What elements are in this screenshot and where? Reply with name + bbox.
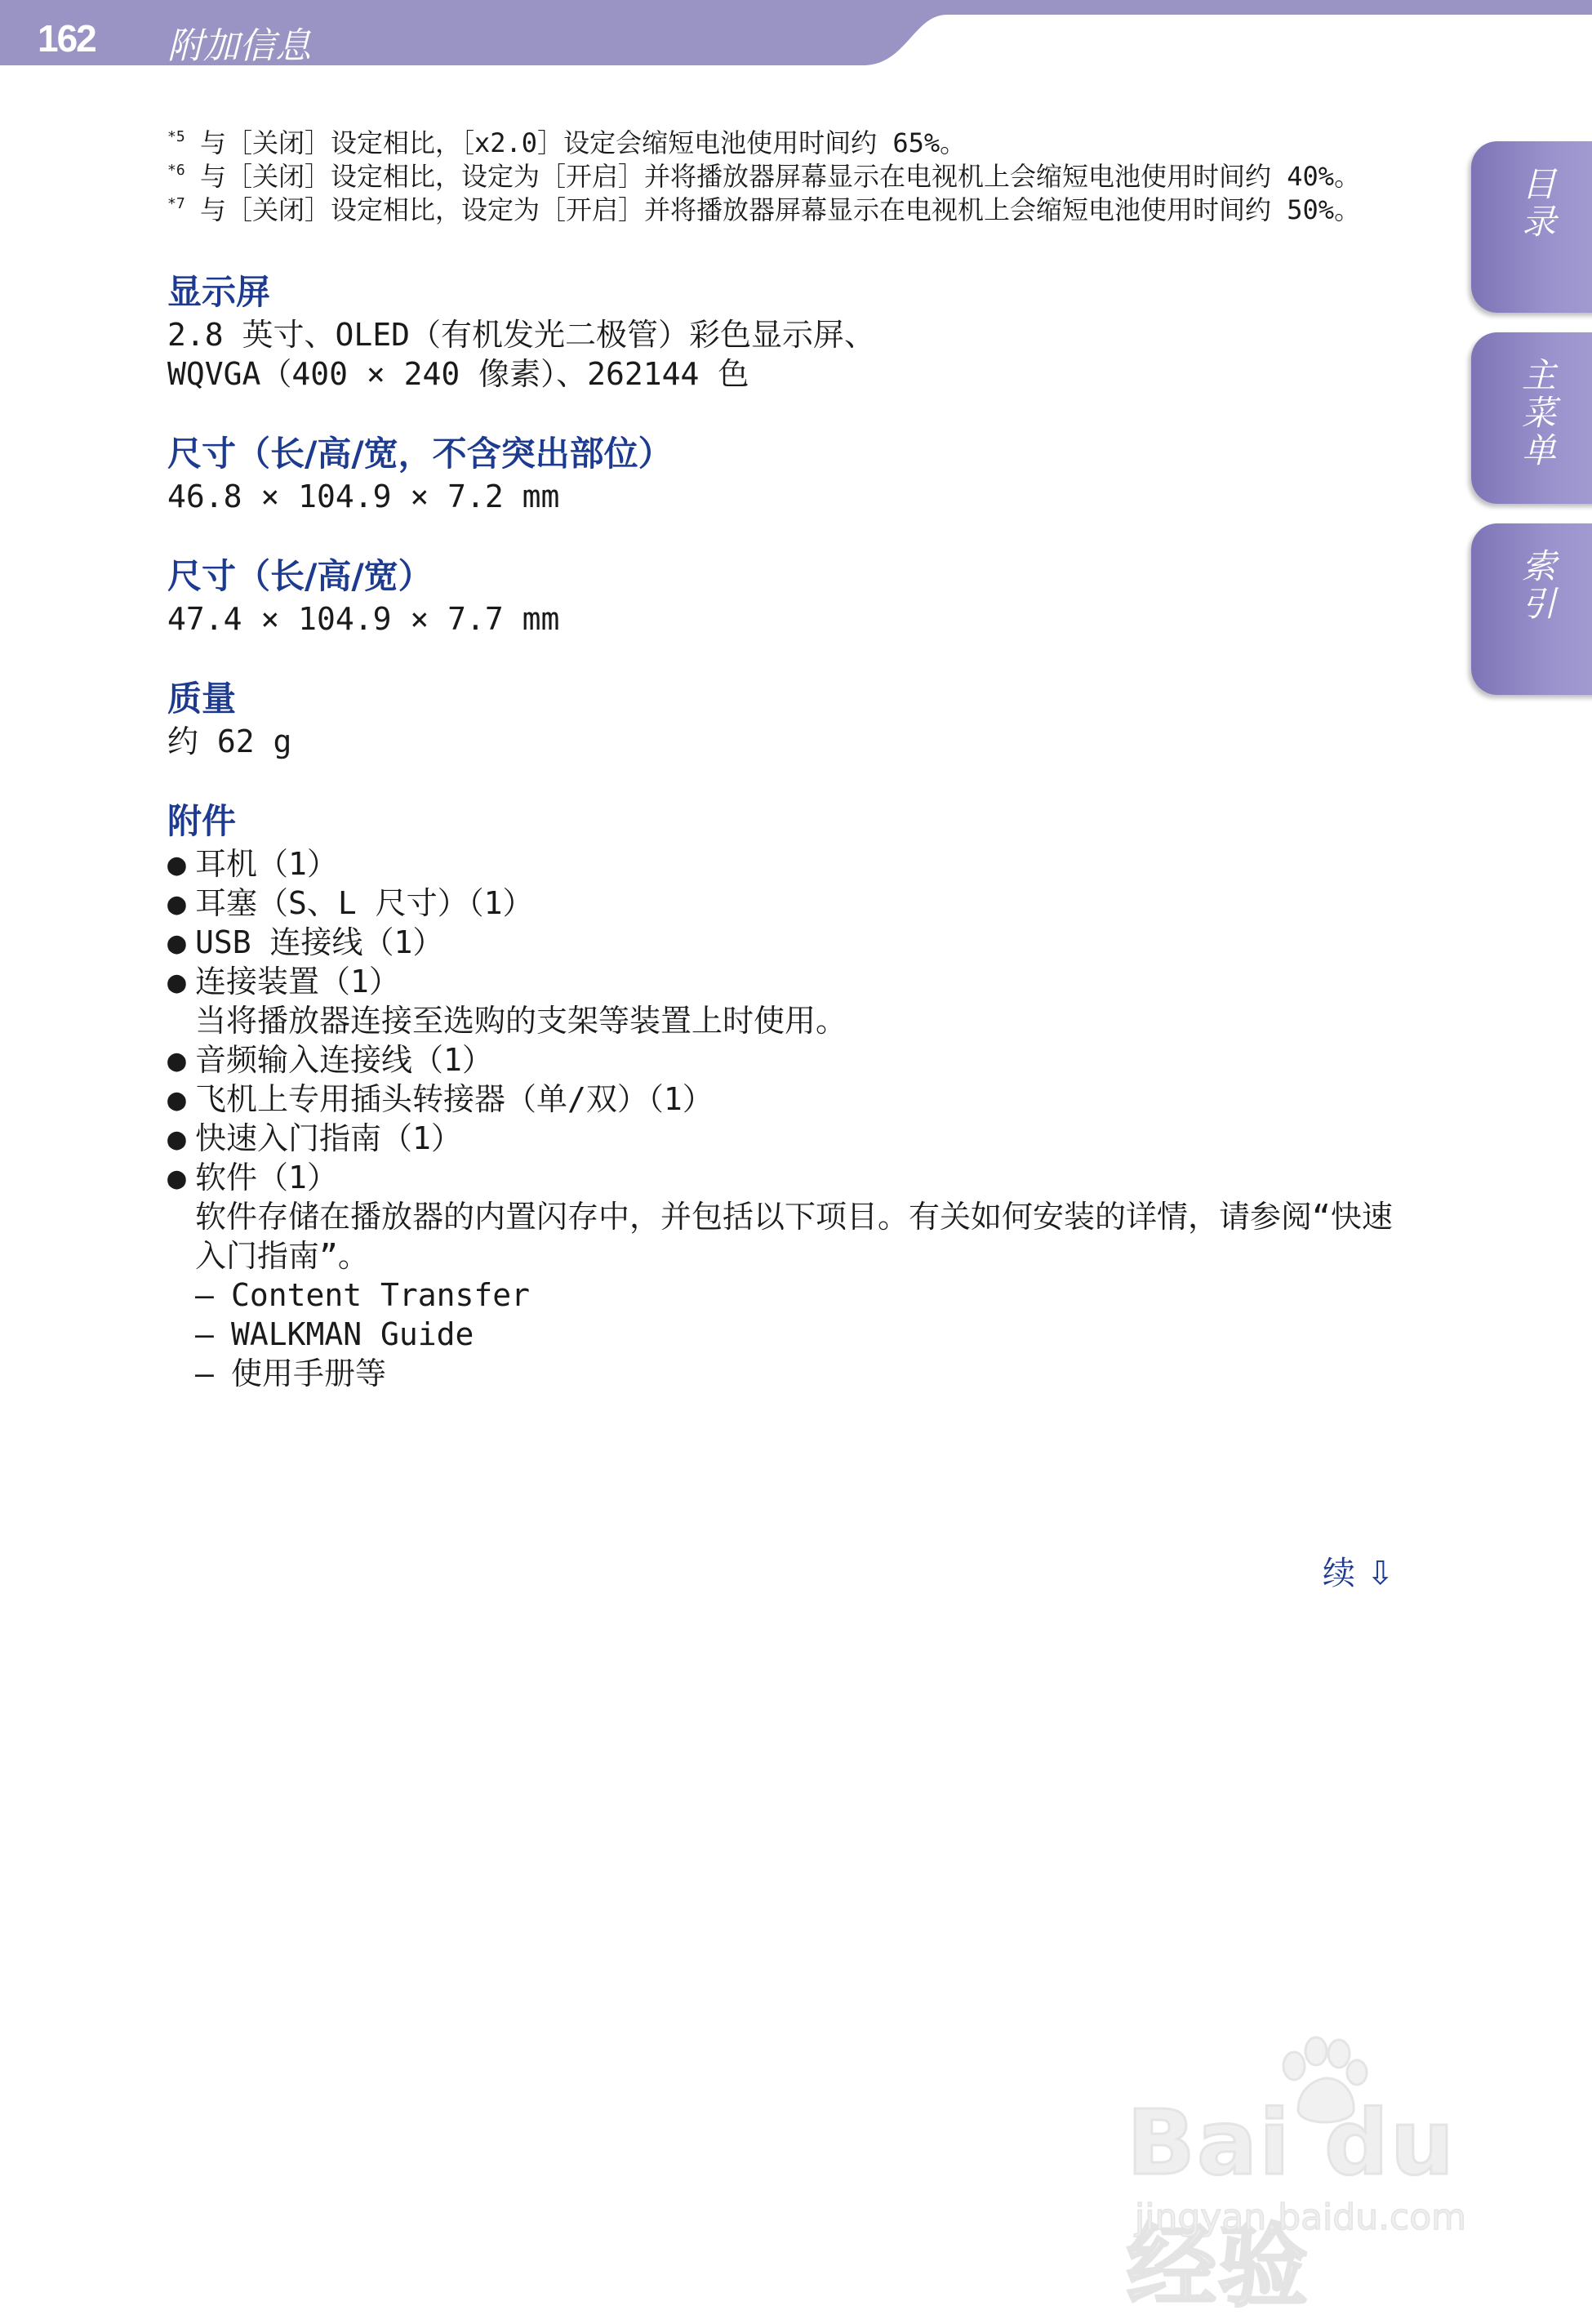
watermark-logo: Bai du 经验 (1127, 2090, 1456, 2319)
dims-no-protrusion-heading: 尺寸（长/高/宽，不含突出部位） (167, 434, 673, 474)
bullet-icon: ● (167, 1120, 186, 1156)
dims-section (167, 554, 1408, 639)
mass-heading: 质量 (167, 679, 237, 719)
dash-icon: – (195, 1277, 214, 1313)
dash-icon: – (195, 1356, 214, 1391)
bullet-icon: ● (167, 885, 186, 921)
connector-note: 当将播放器连接至选购的支架等装置上时使用。 (195, 1003, 847, 1039)
tab-main-menu[interactable] (1471, 332, 1592, 504)
display-line: 2.8 英寸、OLED（有机发光二极管）彩色显示屏、 (167, 317, 876, 353)
list-item (167, 844, 1408, 884)
accessories-list (167, 844, 1408, 1393)
main-content (167, 127, 1408, 1393)
software-item-text: WALKMAN Guide (231, 1316, 474, 1352)
watermark (1127, 2033, 1510, 2319)
footnotes (167, 127, 1408, 227)
dims-heading: 尺寸（长/高/宽） (167, 556, 433, 596)
accessories-section (167, 799, 1408, 1393)
list-item-text: 飞机上专用插头转接器（单/双）（1） (195, 1081, 714, 1117)
mass-value: 约 62 g (167, 723, 292, 759)
list-item (167, 1040, 1408, 1080)
list-item-text: 连接装置（1） (195, 964, 400, 999)
display-line: WQVGA（400 × 240 像素）、262144 色 (167, 356, 749, 392)
software-item (195, 1276, 1408, 1315)
list-item-text: 软件（1） (195, 1160, 338, 1195)
mass-section (167, 676, 1408, 761)
continued-label: 续 (1323, 1555, 1355, 1592)
list-item (167, 1119, 1408, 1158)
list-item (167, 923, 1408, 962)
software-item-text: 使用手册等 (231, 1356, 387, 1391)
tab-contents-label: 目录 (1517, 166, 1557, 241)
page-header (0, 0, 1592, 65)
list-item (167, 1158, 1408, 1393)
tab-index-label: 索引 (1517, 548, 1557, 623)
footnote (167, 160, 1408, 194)
watermark-url: jingyan.baidu.com (1135, 2197, 1467, 2238)
continued-link[interactable] (1323, 1547, 1394, 1594)
list-item-text: 耳机（1） (195, 846, 338, 882)
software-items (195, 1276, 1408, 1393)
bullet-icon: ● (167, 846, 186, 882)
list-item-text: USB 连接线（1） (195, 924, 444, 960)
display-section (167, 269, 1408, 394)
list-item-text: 快速入门指南（1） (195, 1120, 462, 1156)
list-item-text: 耳塞（S、L 尺寸）（1） (195, 885, 534, 921)
footnote-text: 与［关闭］设定相比，设定为［开启］并将播放器屏幕显示在电视机上会缩短电池使用时间约 40%。 (200, 161, 1361, 192)
footnote (167, 194, 1408, 227)
footnote-mark: *6 (167, 162, 185, 179)
list-item (167, 1080, 1408, 1119)
bullet-icon: ● (167, 1160, 186, 1195)
tab-contents[interactable] (1471, 141, 1592, 313)
software-item (195, 1315, 1408, 1354)
list-item-text: 音频输入连接线（1） (195, 1042, 493, 1078)
dims-no-protrusion-value: 46.8 × 104.9 × 7.2 mm (167, 479, 560, 514)
bullet-icon: ● (167, 924, 186, 960)
footnote-mark: *5 (167, 128, 185, 145)
list-item (167, 962, 1408, 1040)
footnote-mark: *7 (167, 195, 185, 212)
tab-index[interactable] (1471, 523, 1592, 695)
footnote-text: 与［关闭］设定相比，［x2.0］设定会缩短电池使用时间约 65%。 (200, 127, 967, 158)
dims-no-protrusion-section (167, 431, 1408, 516)
display-heading: 显示屏 (167, 272, 271, 312)
footnote-text: 与［关闭］设定相比，设定为［开启］并将播放器屏幕显示在电视机上会缩短电池使用时间约 50%。 (200, 194, 1361, 225)
section-title: 附加信息 (167, 25, 311, 67)
software-item (195, 1354, 1408, 1393)
arrow-down-icon: ⇩ (1367, 1555, 1394, 1592)
software-item-text: Content Transfer (231, 1277, 531, 1313)
tab-main-menu-label: 主菜单 (1517, 357, 1557, 470)
dash-icon: – (195, 1316, 214, 1352)
bullet-icon: ● (167, 1042, 186, 1078)
bullet-icon: ● (167, 1081, 186, 1117)
footnote (167, 127, 1408, 160)
software-note: 软件存储在播放器的内置闪存中，并包括以下项目。有关如何安装的详情，请参阅“快速入门指南”。 (195, 1199, 1393, 1274)
dims-value: 47.4 × 104.9 × 7.7 mm (167, 601, 560, 637)
accessories-heading: 附件 (167, 801, 237, 841)
page-number: 162 (38, 17, 96, 60)
bullet-icon: ● (167, 964, 186, 999)
list-item (167, 884, 1408, 923)
